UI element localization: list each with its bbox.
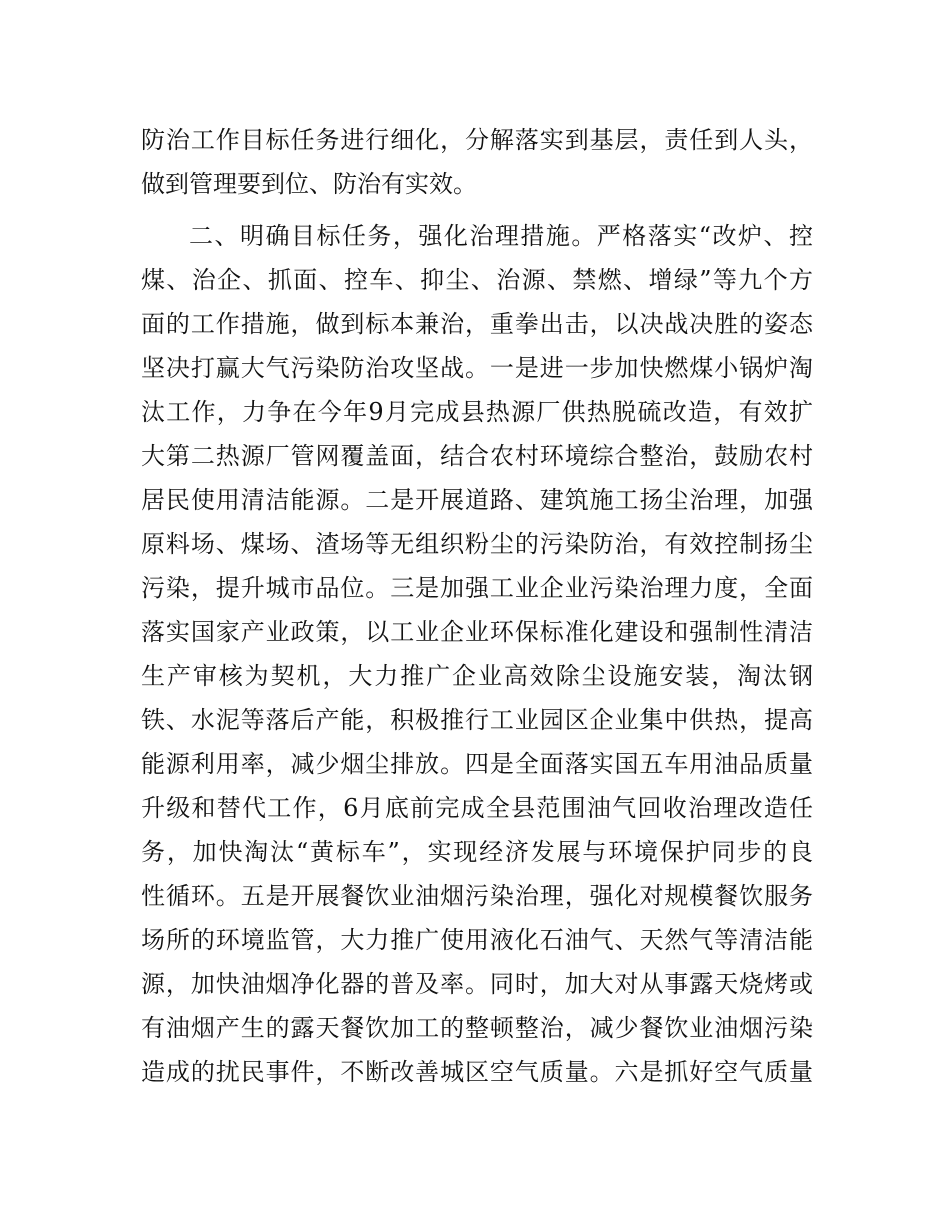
text-line: 原料场、煤场、渣场等无组织粉尘的污染防治，有效控制扬尘 <box>141 530 813 558</box>
text-line: 性循环。五是开展餐饮业油烟污染治理，强化对规模餐饮服务 <box>141 882 813 910</box>
text-line: 做到管理要到位、防治有实效。 <box>141 170 477 198</box>
text-line: 能源利用率，减少烟尘排放。四是全面落实国五车用油品质量 <box>141 750 813 778</box>
text-line: 汰工作，力争在今年9月完成县热源厂供热脱硫改造，有效扩 <box>141 398 813 426</box>
text-line: 务，加快淘汰“黄标车”，实现经济发展与环境保护同步的良 <box>141 838 813 866</box>
text-line: 升级和替代工作，6月底前完成全县范围油气回收治理改造任 <box>141 794 813 822</box>
text-line: 煤、治企、抓面、控车、抑尘、治源、禁燃、增绿”等九个方 <box>141 266 813 294</box>
text-line: 生产审核为契机，大力推广企业高效除尘设施安装，淘汰钢 <box>141 662 813 690</box>
paragraph-gap <box>141 206 813 214</box>
body-text <box>141 118 813 1094</box>
text-line: 造成的扰民事件，不断改善城区空气质量。六是抓好空气质量 <box>141 1058 813 1086</box>
text-line: 污染，提升城市品位。三是加强工业企业污染治理力度，全面 <box>141 574 813 602</box>
text-line: 防治工作目标任务进行细化，分解落实到基层，责任到人头， <box>141 126 813 154</box>
text-line: 落实国家产业政策，以工业企业环保标准化建设和强制性清洁 <box>141 618 813 646</box>
text-line: 铁、水泥等落后产能，积极推行工业园区企业集中供热，提高 <box>141 706 813 734</box>
text-line: 面的工作措施，做到标本兼治，重拳出击，以决战决胜的姿态 <box>141 310 813 338</box>
text-line: 坚决打赢大气污染防治攻坚战。一是进一步加快燃煤小锅炉淘 <box>141 354 813 382</box>
text-line: 有油烟产生的露天餐饮加工的整顿整治，减少餐饮业油烟污染 <box>141 1014 813 1042</box>
text-line: 源，加快油烟净化器的普及率。同时，加大对从事露天烧烤或 <box>141 970 813 998</box>
text-line: 居民使用清洁能源。二是开展道路、建筑施工扬尘治理，加强 <box>141 486 813 514</box>
text-line: 大第二热源厂管网覆盖面，结合农村环境综合整治，鼓励农村 <box>141 442 813 470</box>
text-line: 二、明确目标任务，强化治理措施。严格落实“改炉、控 <box>189 222 813 250</box>
text-line: 场所的环境监管，大力推广使用液化石油气、天然气等清洁能 <box>141 926 813 954</box>
